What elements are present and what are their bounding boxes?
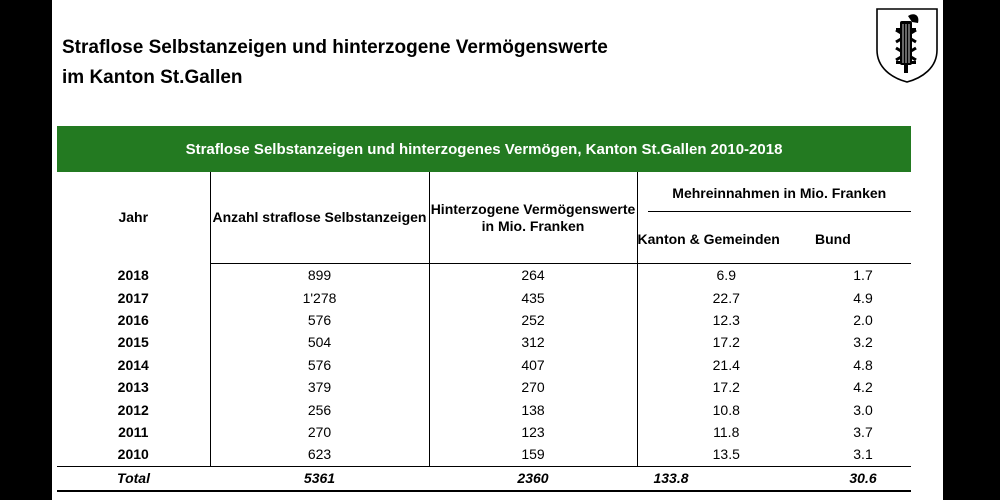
header-mehreinnahmen bbox=[637, 172, 911, 216]
table-row bbox=[57, 398, 911, 420]
cell-anzahl: 256 bbox=[210, 398, 429, 420]
table-row bbox=[57, 286, 911, 308]
cell-hinterzogene: 252 bbox=[429, 309, 637, 331]
table-row bbox=[57, 309, 911, 331]
cell-jahr: 2015 bbox=[57, 331, 210, 353]
table-row bbox=[57, 376, 911, 398]
cell-bund: 4.2 bbox=[853, 379, 873, 396]
cell-anzahl: 899 bbox=[210, 264, 429, 287]
cell-kanton: 6.9 bbox=[716, 267, 736, 284]
table-caption-banner: Straflose Selbstanzeigen und hinterzogenes Vermögen, Kanton St.Gallen 2010-2018 bbox=[57, 126, 911, 172]
table-body bbox=[57, 264, 911, 491]
cell-anzahl: 623 bbox=[210, 443, 429, 466]
cell-anzahl: 270 bbox=[210, 421, 429, 443]
table-row bbox=[57, 421, 911, 443]
total-hinterzogene: 2360 bbox=[429, 466, 637, 491]
cell-bund: 3.1 bbox=[853, 446, 873, 463]
cell-hinterzogene: 159 bbox=[429, 443, 637, 466]
cell-bund: 3.0 bbox=[853, 401, 873, 418]
cell-jahr: 2013 bbox=[57, 376, 210, 398]
header-bund: Bund bbox=[815, 216, 911, 264]
cell-bund: 3.2 bbox=[853, 334, 873, 351]
cell-bund: 3.7 bbox=[853, 423, 873, 440]
cell-bund: 4.9 bbox=[853, 289, 873, 306]
cell-kanton: 21.4 bbox=[712, 356, 740, 373]
cell-kanton: 13.5 bbox=[712, 446, 740, 463]
total-kanton: 133.8 bbox=[637, 466, 815, 491]
left-black-border bbox=[0, 0, 52, 500]
cell-jahr: 2012 bbox=[57, 398, 210, 420]
document-title bbox=[62, 33, 608, 93]
cell-anzahl: 379 bbox=[210, 376, 429, 398]
table-row bbox=[57, 354, 911, 376]
cell-kanton: 10.8 bbox=[712, 401, 740, 418]
table-row bbox=[57, 443, 911, 466]
total-bund: 30.6 bbox=[815, 466, 911, 491]
cell-kanton: 17.2 bbox=[712, 334, 740, 351]
title-line-2: im Kanton St.Gallen bbox=[62, 67, 243, 88]
cell-anzahl: 504 bbox=[210, 331, 429, 353]
cell-kanton: 12.3 bbox=[712, 311, 740, 328]
table-total-row bbox=[57, 466, 911, 491]
cell-bund: 1.7 bbox=[853, 267, 873, 284]
cell-jahr: 2014 bbox=[57, 354, 210, 376]
total-label: Total bbox=[57, 466, 210, 491]
cell-hinterzogene: 270 bbox=[429, 376, 637, 398]
cell-jahr: 2011 bbox=[57, 421, 210, 443]
tax-disclosure-table bbox=[57, 172, 911, 492]
cell-hinterzogene: 123 bbox=[429, 421, 637, 443]
table-row bbox=[57, 264, 911, 287]
cell-hinterzogene: 312 bbox=[429, 331, 637, 353]
cell-kanton: 11.8 bbox=[713, 423, 740, 440]
cell-hinterzogene: 264 bbox=[429, 264, 637, 287]
cell-jahr: 2017 bbox=[57, 286, 210, 308]
total-anzahl: 5361 bbox=[210, 466, 429, 491]
cell-jahr: 2010 bbox=[57, 443, 210, 466]
title-line-1: Straflose Selbstanzeigen und hinterzogene Vermögenswerte bbox=[62, 37, 608, 58]
st-gallen-coat-of-arms-icon bbox=[874, 6, 940, 84]
cell-hinterzogene: 435 bbox=[429, 286, 637, 308]
cell-kanton: 17.2 bbox=[712, 379, 740, 396]
cell-kanton: 22.7 bbox=[712, 289, 740, 306]
cell-hinterzogene: 407 bbox=[429, 354, 637, 376]
header-mehreinnahmen-label: Mehreinnahmen in Mio. Franken bbox=[648, 177, 912, 212]
cell-bund: 2.0 bbox=[853, 311, 873, 328]
cell-jahr: 2018 bbox=[57, 264, 210, 287]
table-row bbox=[57, 331, 911, 353]
right-black-border bbox=[943, 0, 1000, 500]
cell-anzahl: 1'278 bbox=[210, 286, 429, 308]
header-hinterzogene: Hinterzogene Vermögenswerte in Mio. Franken bbox=[429, 172, 637, 264]
header-anzahl: Anzahl straflose Selbstanzeigen bbox=[210, 172, 429, 264]
cell-anzahl: 576 bbox=[210, 309, 429, 331]
header-jahr: Jahr bbox=[57, 172, 210, 264]
cell-anzahl: 576 bbox=[210, 354, 429, 376]
header-kanton: Kanton & Gemeinden bbox=[637, 216, 815, 264]
cell-jahr: 2016 bbox=[57, 309, 210, 331]
cell-bund: 4.8 bbox=[853, 356, 873, 373]
cell-hinterzogene: 138 bbox=[429, 398, 637, 420]
